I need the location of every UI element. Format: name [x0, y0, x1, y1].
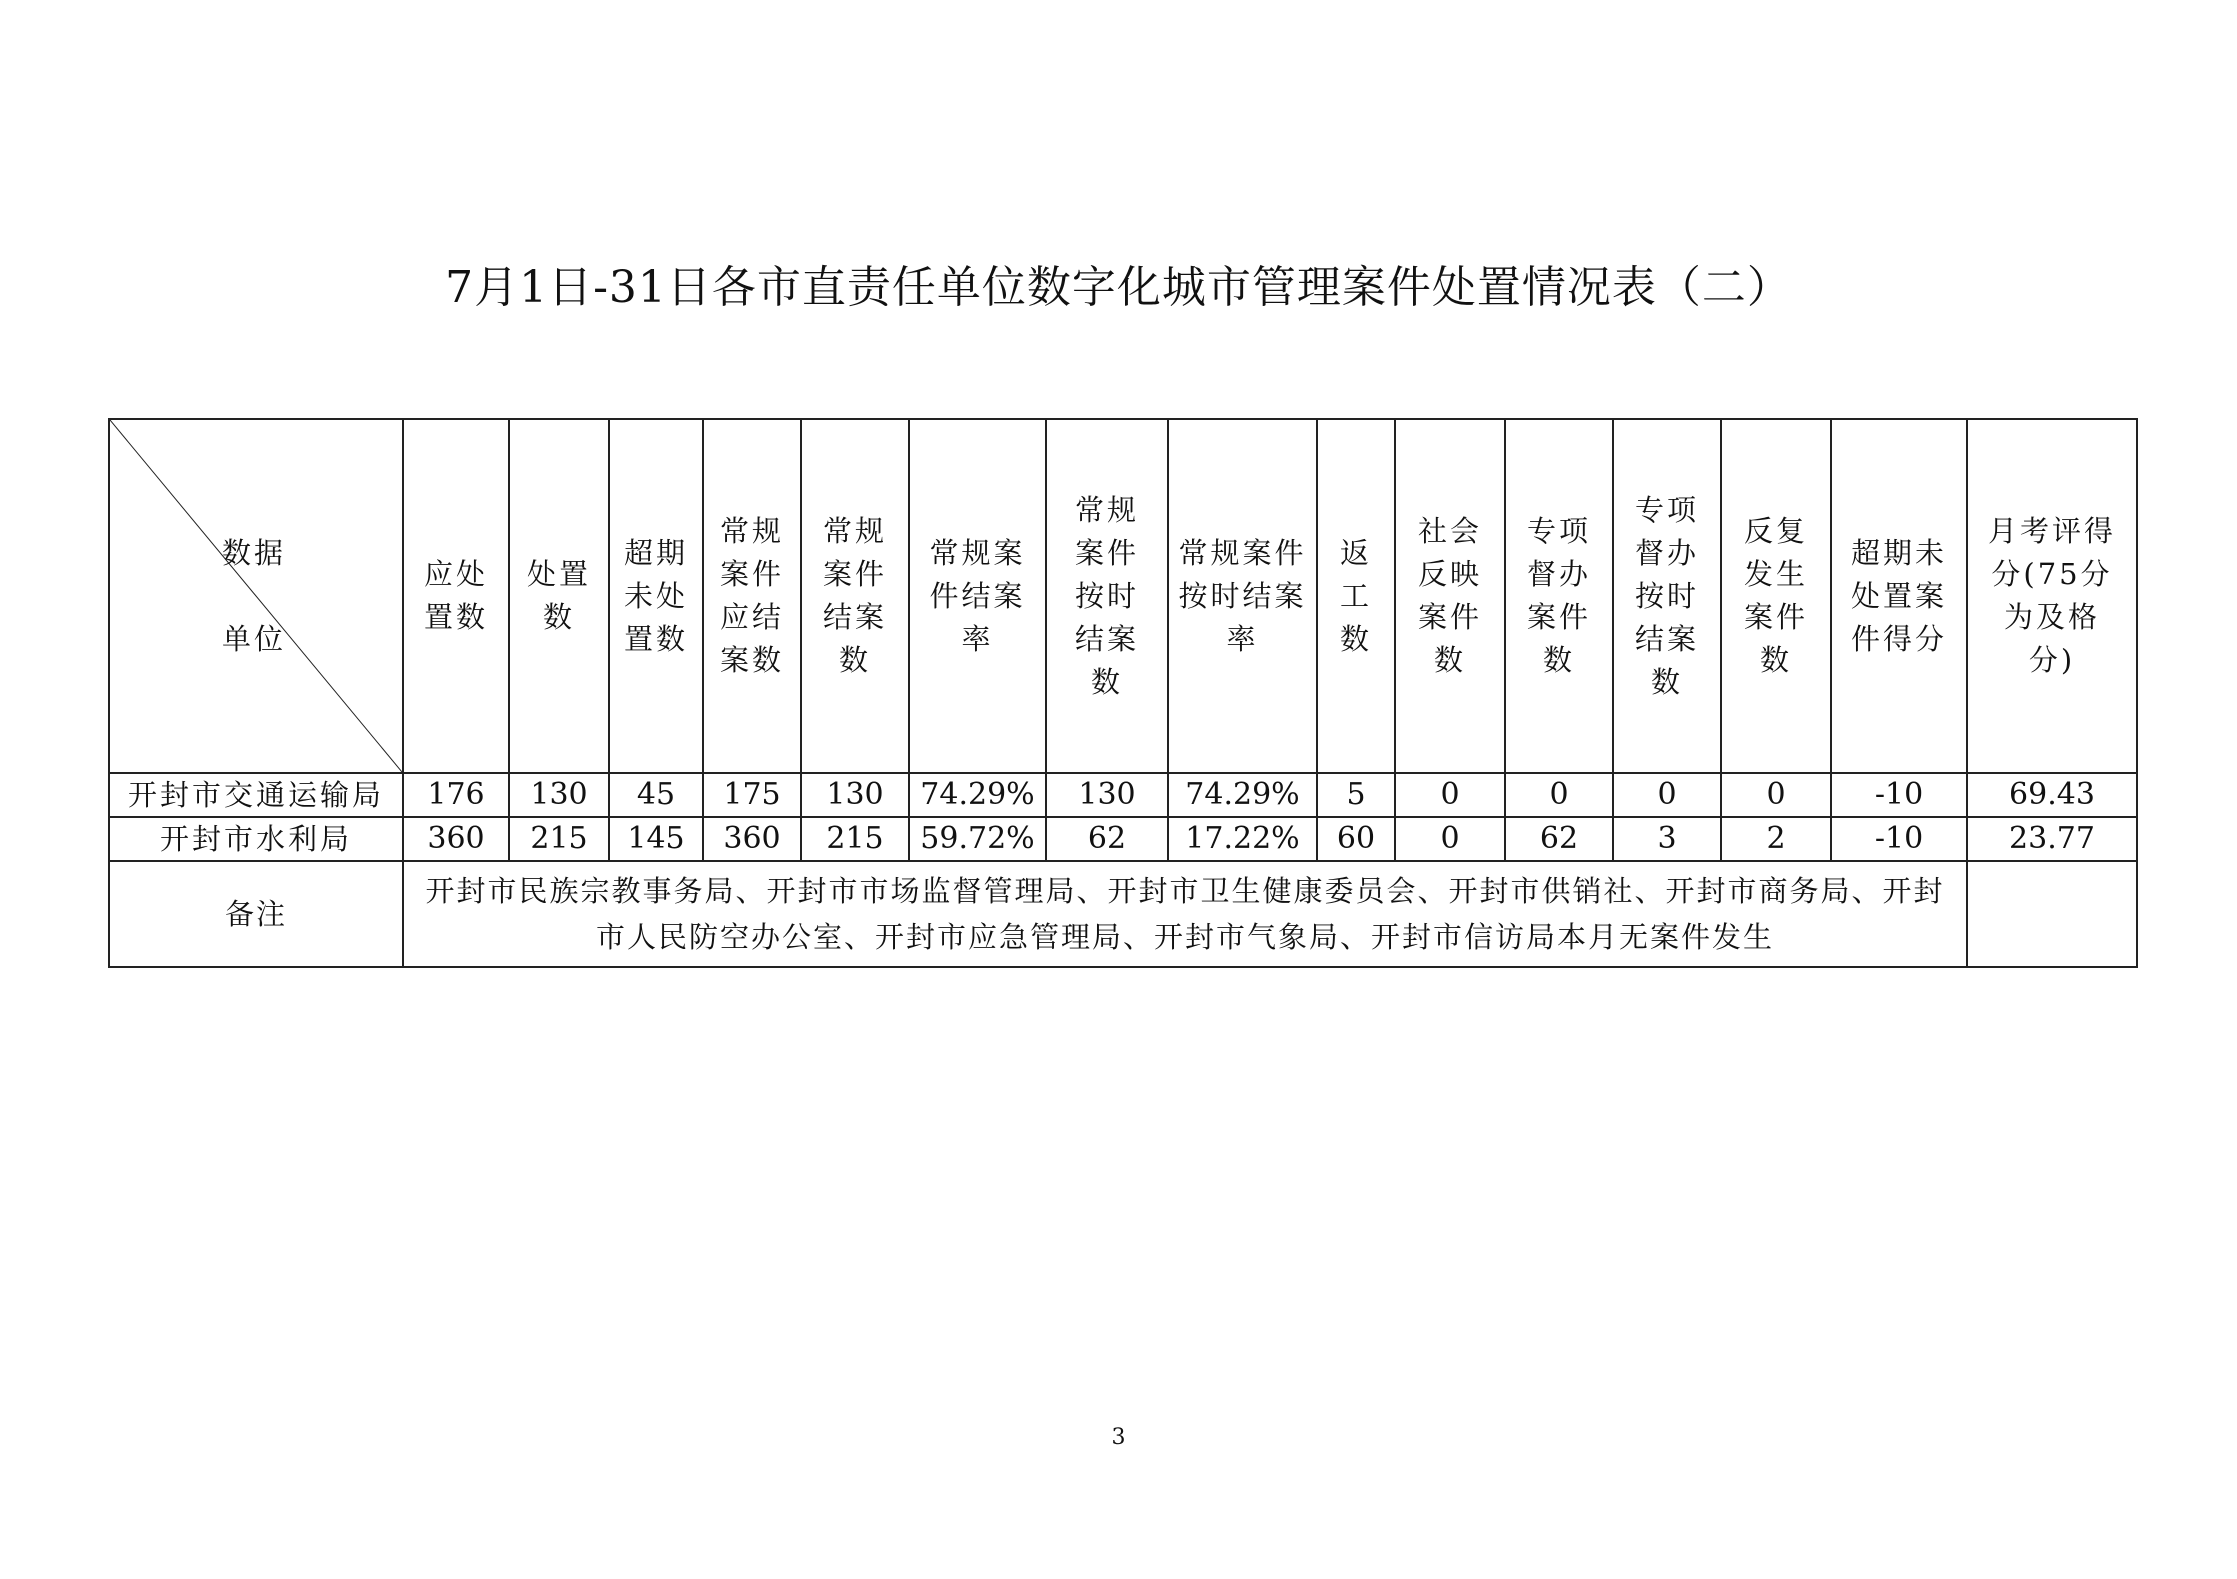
table-cell: 5: [1317, 773, 1395, 817]
column-header: 常规案件结案率: [909, 419, 1046, 773]
unit-name-cell: 开封市交通运输局: [109, 773, 403, 817]
note-row: [109, 861, 2137, 967]
table-cell: 2: [1721, 817, 1831, 861]
table-cell: 3: [1613, 817, 1721, 861]
table-cell: 215: [509, 817, 609, 861]
table-cell: 0: [1395, 817, 1505, 861]
column-header: 常规案件按时结案数: [1046, 419, 1168, 773]
column-header: 超期未处置案件得分: [1831, 419, 1967, 773]
case-handling-table: [108, 418, 2138, 968]
table-cell: 17.22%: [1168, 817, 1317, 861]
table-cell: 0: [1613, 773, 1721, 817]
table-cell: -10: [1831, 773, 1967, 817]
column-header: 常规案件结案数: [801, 419, 909, 773]
table-cell: 74.29%: [1168, 773, 1317, 817]
corner-header-cell: [109, 419, 403, 773]
page-number: 3: [1111, 1425, 1126, 1450]
corner-data-label: 数据: [222, 536, 287, 570]
table-cell: 69.43: [1967, 773, 2137, 817]
table-cell: 360: [403, 817, 509, 861]
column-header: 应处置数: [403, 419, 509, 773]
column-header: 专项督办按时结案数: [1613, 419, 1721, 773]
column-header: 社会反映案件数: [1395, 419, 1505, 773]
column-header: 专项督办案件数: [1505, 419, 1613, 773]
table-row: [109, 817, 2137, 861]
table-cell: 45: [609, 773, 703, 817]
table-cell: 23.77: [1967, 817, 2137, 861]
table-cell: 130: [509, 773, 609, 817]
table-row: [109, 773, 2137, 817]
note-empty-cell: [1967, 861, 2137, 967]
column-header: 返工数: [1317, 419, 1395, 773]
diagonal-divider: [110, 420, 402, 772]
table-cell: 130: [1046, 773, 1168, 817]
table-cell: 60: [1317, 817, 1395, 861]
column-header: 超期未处置数: [609, 419, 703, 773]
column-header: 月考评得分(75分为及格分): [1967, 419, 2137, 773]
column-header: 常规案件应结案数: [703, 419, 801, 773]
table-cell: 215: [801, 817, 909, 861]
table-cell: 59.72%: [909, 817, 1046, 861]
table-cell: -10: [1831, 817, 1967, 861]
table-cell: 0: [1395, 773, 1505, 817]
document-title: 7月1日-31日各市直责任单位数字化城市管理案件处置情况表（二）: [445, 262, 1792, 313]
note-label: 备注: [109, 861, 403, 967]
table-cell: 360: [703, 817, 801, 861]
table-cell: 130: [801, 773, 909, 817]
note-text: 开封市民族宗教事务局、开封市市场监督管理局、开封市卫生健康委员会、开封市供销社、开封市商务局、开封市人民防空办公室、开封市应急管理局、开封市气象局、开封市信访局本月无案件发生: [403, 861, 1967, 967]
table-cell: 74.29%: [909, 773, 1046, 817]
table-cell: 62: [1046, 817, 1168, 861]
table-cell: 62: [1505, 817, 1613, 861]
table-cell: 175: [703, 773, 801, 817]
table-cell: 0: [1721, 773, 1831, 817]
column-header: 常规案件按时结案率: [1168, 419, 1317, 773]
table-cell: 0: [1505, 773, 1613, 817]
table-cell: 176: [403, 773, 509, 817]
table-cell: 145: [609, 817, 703, 861]
corner-unit-label: 单位: [222, 622, 287, 656]
column-header: 处置数: [509, 419, 609, 773]
unit-name-cell: 开封市水利局: [109, 817, 403, 861]
table-header-row: [109, 419, 2137, 773]
column-header: 反复发生案件数: [1721, 419, 1831, 773]
